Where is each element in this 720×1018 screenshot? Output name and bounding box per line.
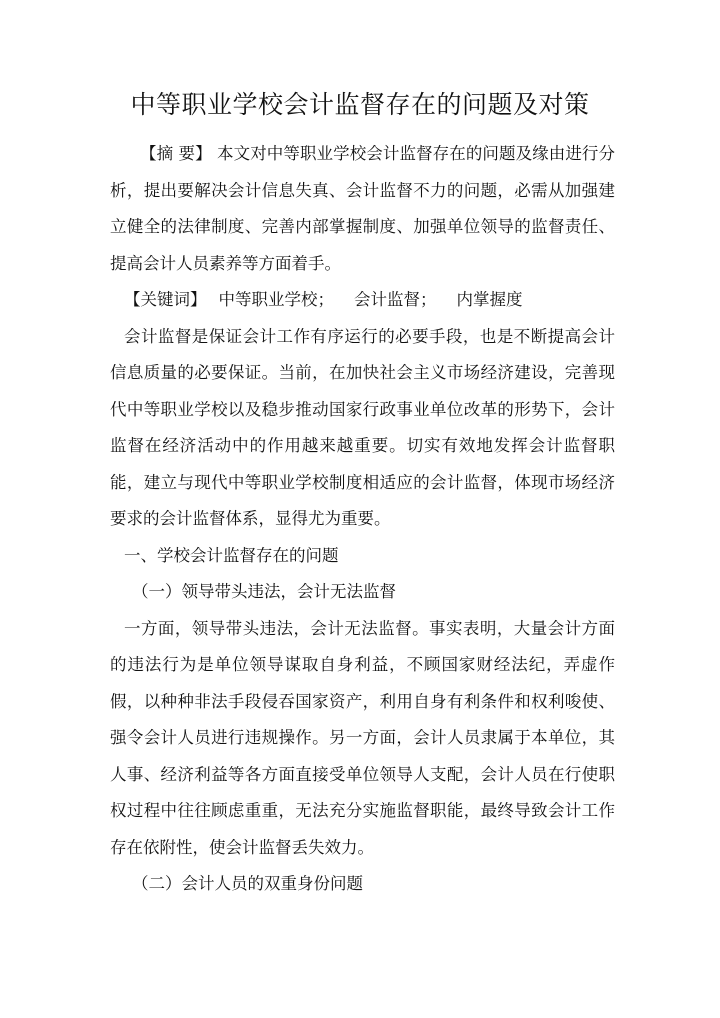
keyword-item: 会计监督；	[354, 290, 437, 309]
keyword-item: 中等职业学校；	[218, 290, 334, 309]
document-title: 中等职业学校会计监督存在的问题及对策	[130, 90, 590, 119]
abstract-label: 【摘 要】	[140, 144, 212, 163]
subsection-heading: （二）会计人员的双重身份问题	[132, 874, 363, 893]
keywords-paragraph	[110, 282, 615, 319]
body-paragraph: 一方面，领导带头违法，会计无法监督。事实表明，大量会计方面的违法行为是单位领导谋取自身利益，不顾国家财经法纪，弄虚作假，以种种非法手段侵吞国家资产，利用自身有利条件和权利唆使、强令会计人员进行违规操作。另一方面，会计人员隶属于本单位，其人事、经济利益等各方面直接受单位领导人支配，会计人员在行使职权过程中往往顾虑重重，无法充分实施监督职能，最终导致会计工作存在依附性，使会计监督丢失效力。	[110, 618, 615, 857]
keyword-item: 内掌握度	[456, 290, 523, 309]
intro-paragraph: 会计监督是保证会计工作有序运行的必要手段，也是不断提高会计信息质量的必要保证。当前，在加快社会主义市场经济建设，完善现代中等职业学校以及稳步推动国家行政事业单位改革的形势下，会计监督在经济活动中的作用越来越重要。切实有效地发挥会计监督职能，建立与现代中等职业学校制度相适应的会计监督，体现市场经济要求的会计监督体系，显得尤为重要。	[110, 326, 615, 528]
subsection-heading: （一）领导带头违法，会计无法监督	[132, 582, 396, 601]
abstract-paragraph	[110, 136, 615, 282]
section-heading: 一、学校会计监督存在的问题	[124, 545, 339, 565]
abstract-text: 本文对中等职业学校会计监督存在的问题及缘由进行分析，提出要解决会计信息失真、会计监督不力的问题，必需从加强建立健全的法律制度、完善内部掌握制度、加强单位领导的监督责任、提高会计人员素养等方面着手。	[110, 144, 616, 273]
keywords-label: 【关键词】	[124, 290, 207, 309]
